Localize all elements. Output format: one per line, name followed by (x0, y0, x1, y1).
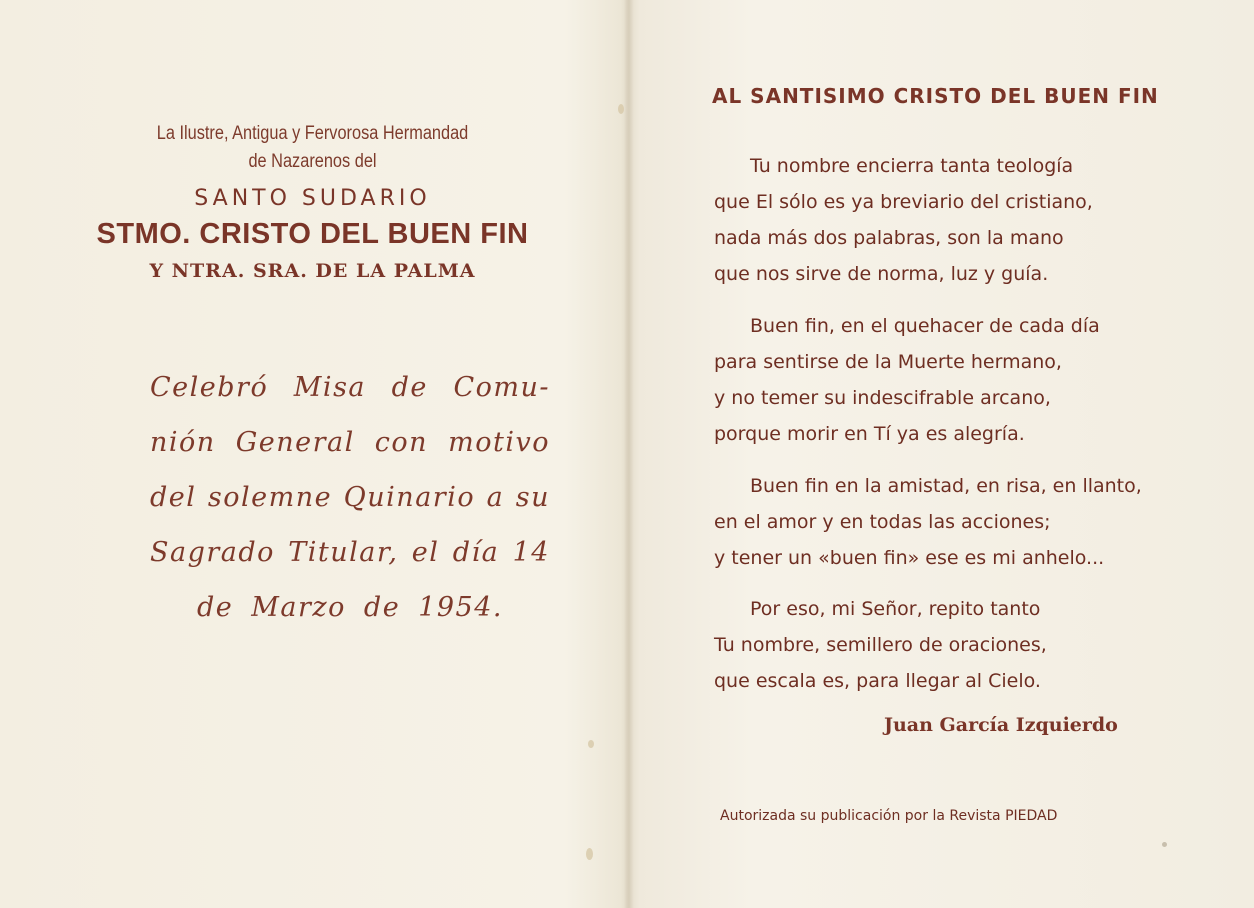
announcement-word: Quinario (343, 482, 476, 513)
poem-line: en el amor y en todas las acciones; (714, 511, 1051, 533)
poem-line: que El sólo es ya breviario del cristiano, (714, 191, 1093, 213)
mass-announcement (150, 360, 550, 635)
poem-line: que escala es, para llegar al Cielo. (714, 670, 1041, 692)
poem-line: que nos sirve de norma, luz y guía. (714, 263, 1049, 285)
announcement-word: de (391, 372, 428, 403)
announcement-line (150, 525, 550, 580)
announcement-line (150, 360, 550, 415)
announcement-word: día (452, 537, 500, 568)
paper-speck (618, 104, 624, 114)
announcement-line (150, 580, 550, 635)
announcement-word: Titular, (288, 537, 399, 568)
announcement-word: Sagrado (150, 537, 275, 568)
poem-line: y no temer su indescifrable arcano, (714, 387, 1051, 409)
publication-authorization: Autorizada su publicación por la Revista PIEDAD (720, 808, 1058, 824)
announcement-word: 14 (512, 537, 550, 568)
announcement-word: 1954. (418, 592, 503, 623)
brotherhood-title-line2: de Nazarenos del (248, 151, 377, 172)
poem-stanza (714, 591, 1047, 699)
brotherhood-header (60, 120, 565, 288)
announcement-word: nión (150, 427, 216, 458)
announcement-word: General (235, 427, 355, 458)
poem-stanza (714, 308, 1100, 452)
poem-line: porque morir en Tí ya es alegría. (714, 423, 1025, 445)
announcement-word: Misa (293, 372, 367, 403)
announcement-line (150, 415, 550, 470)
poem-author: Juan García Izquierdo (884, 714, 1118, 736)
poem-line: para sentirse de la Muerte hermano, (714, 351, 1062, 373)
announcement-word: motivo (448, 427, 550, 458)
center-fold (624, 0, 634, 908)
announcement-word: solemne (207, 482, 333, 513)
announcement-word: su (515, 482, 550, 513)
paper-speck (1162, 842, 1167, 847)
announcement-word: del (150, 482, 197, 513)
announcement-word: el (411, 537, 440, 568)
poem-line: nada más dos palabras, son la mano (714, 227, 1064, 249)
announcement-word: de (363, 592, 401, 623)
announcement-word: de (197, 592, 234, 623)
poem-line: y tener un «buen fin» ese es mi anhelo... (714, 547, 1105, 569)
virgen-palma-heading: Y NTRA. SRA. DE LA PALMA (149, 260, 476, 282)
poem-title: AL SANTISIMO CRISTO DEL BUEN FIN (712, 84, 1159, 108)
cristo-buen-fin-heading: STMO. CRISTO DEL BUEN FIN (96, 218, 529, 250)
santo-sudario-heading: SANTO SUDARIO (194, 186, 431, 211)
poem-line: Tu nombre encierra tanta teología (750, 155, 1074, 177)
poem-stanza (714, 468, 1142, 576)
paper-speck (586, 848, 593, 860)
poem-line: Tu nombre, semillero de oraciones, (714, 634, 1047, 656)
announcement-line (150, 470, 550, 525)
announcement-word: Marzo (251, 592, 346, 623)
paper-speck (588, 740, 594, 748)
poem-line: Buen fin, en el quehacer de cada día (750, 315, 1100, 337)
announcement-word: Celebró (150, 372, 269, 403)
announcement-word: a (486, 482, 505, 513)
poem-line: Por eso, mi Señor, repito tanto (750, 598, 1041, 620)
poem-stanza (714, 148, 1093, 292)
brotherhood-title-line1: La Ilustre, Antigua y Fervorosa Hermandad (156, 123, 469, 144)
announcement-word: con (374, 427, 429, 458)
announcement-word: Comu- (453, 372, 550, 403)
poem-line: Buen fin en la amistad, en risa, en llanto, (750, 475, 1142, 497)
